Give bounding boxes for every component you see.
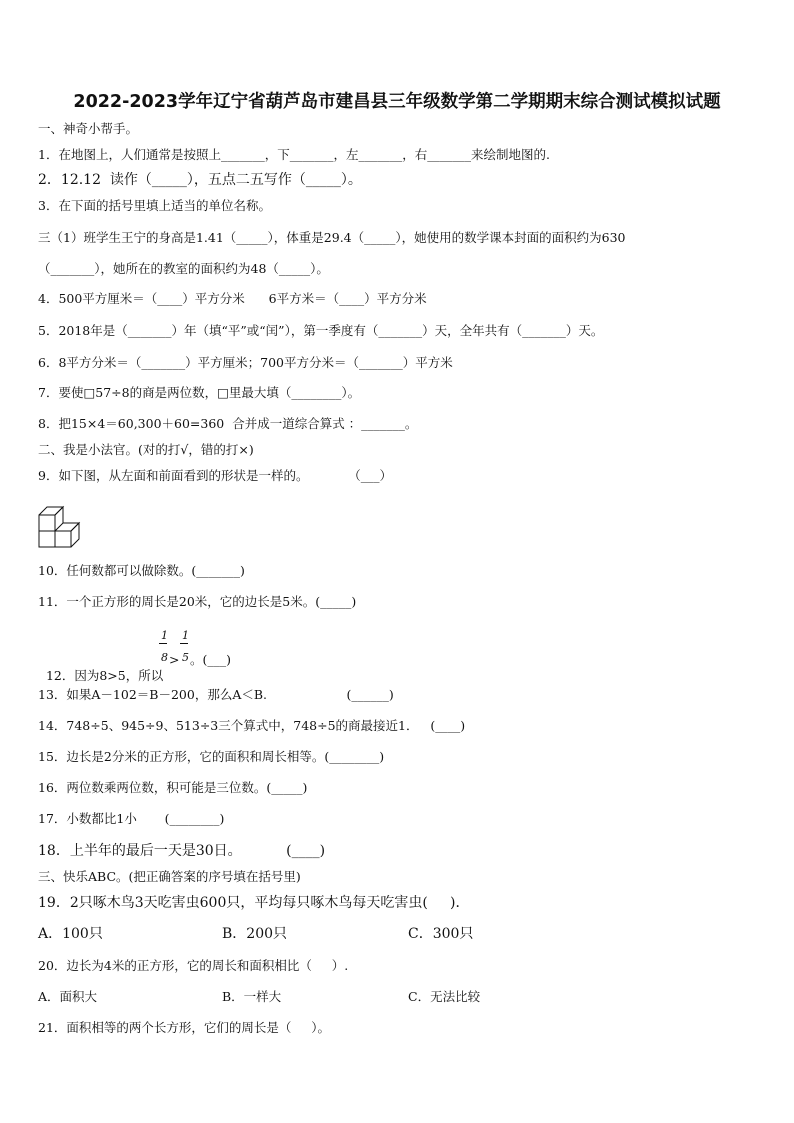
question-19-option-a: A．100只 — [38, 926, 103, 942]
question-14: 14．748÷5、945÷9、513÷3三个算式中，748÷5的商最接近1． (____) — [38, 718, 466, 733]
section-heading-1: 一、神奇小帮手。 — [38, 121, 139, 136]
fraction-1-denominator: 8 — [161, 651, 168, 664]
fraction-compare-sign: > — [169, 652, 180, 667]
question-6: 6．8平方分米＝（_______）平方厘米；700平方分米＝（_______）平方米 — [38, 355, 453, 370]
question-20-option-a: A．面积大 — [38, 989, 98, 1004]
page-title: 2022-2023学年辽宁省葫芦岛市建昌县三年级数学第二学期期末综合测试模拟试题 — [73, 92, 721, 112]
question-3-line-2: （_______），她所在的教室的面积约为48（_____）。 — [38, 261, 329, 276]
section-heading-3: 三、快乐ABC。(把正确答案的序号填在括号里) — [38, 869, 301, 884]
question-3: 3．在下面的括号里填上适当的单位名称。 — [38, 198, 271, 213]
question-10: 10．任何数都可以做除数。(_______) — [38, 563, 245, 578]
stacked-cubes-figure — [38, 497, 88, 549]
question-16: 16．两位数乘两位数，积可能是三位数。(_____) — [38, 780, 308, 795]
question-20: 20．边长为4米的正方形，它的周长和面积相比（ ）. — [38, 958, 349, 973]
question-8: 8．把15×4＝60,300＋60=360 合并成一道综合算式 ：_______。 — [38, 416, 418, 431]
question-4: 4．500平方厘米＝（____）平方分米 6平方米＝（____）平方分米 — [38, 291, 427, 306]
question-19: 19．2只啄木鸟3天吃害虫600只，平均每只啄木鸟每天吃害虫( )． — [38, 895, 470, 911]
fraction-2-bar — [180, 643, 188, 644]
question-17: 17．小数都比1小 (________) — [38, 811, 225, 826]
section-heading-2: 二、我是小法官。(对的打√，错的打×) — [38, 442, 254, 457]
question-2: 2．12.12 读作（_____），五点二五写作（_____）。 — [38, 172, 362, 188]
question-1: 1．在地图上，人们通常是按照上_______，下_______，左_______，右_______来绘制地图的. — [38, 147, 550, 162]
question-21: 21．面积相等的两个长方形，它们的周长是（ ）。 — [38, 1020, 331, 1035]
question-12-text: 12．因为8>5，所以 — [45, 668, 164, 683]
question-12 — [38, 652, 163, 684]
fraction-1-bar — [159, 643, 167, 644]
question-3-line-1: 三（1）班学生王宁的身高是1.41（_____），体重是29.4（_____），她使用的数学课本封面的面积约为630 — [38, 230, 626, 245]
question-12-answer: 。(___) — [190, 652, 232, 667]
question-18: 18．上半年的最后一天是30日。 (____) — [38, 843, 326, 859]
question-19-option-c: C．300只 — [408, 926, 474, 942]
question-5: 5．2018年是（_______）年（填“平”或“闰”），第一季度有（_______）天，全年共有（_______）天。 — [38, 323, 604, 338]
question-7: 7．要使□57÷8的商是两位数，□里最大填（________）。 — [38, 385, 361, 400]
question-11: 11．一个正方形的周长是20米，它的边长是5米。(_____) — [38, 594, 357, 609]
fraction-2-numerator: 1 — [182, 629, 189, 642]
question-9: 9．如下图，从左面和前面看到的形状是一样的。 （___） — [38, 468, 392, 483]
question-19-option-b: B．200只 — [222, 926, 288, 942]
question-13: 13．如果A－102＝B－200，那么A＜B. (______) — [38, 687, 394, 702]
question-15: 15．边长是2分米的正方形，它的面积和周长相等。(________) — [38, 749, 385, 764]
fraction-1-numerator: 1 — [161, 629, 168, 642]
fraction-2-denominator: 5 — [182, 651, 189, 664]
question-20-option-c: C．无法比较 — [408, 989, 481, 1004]
question-20-option-b: B．一样大 — [222, 989, 282, 1004]
